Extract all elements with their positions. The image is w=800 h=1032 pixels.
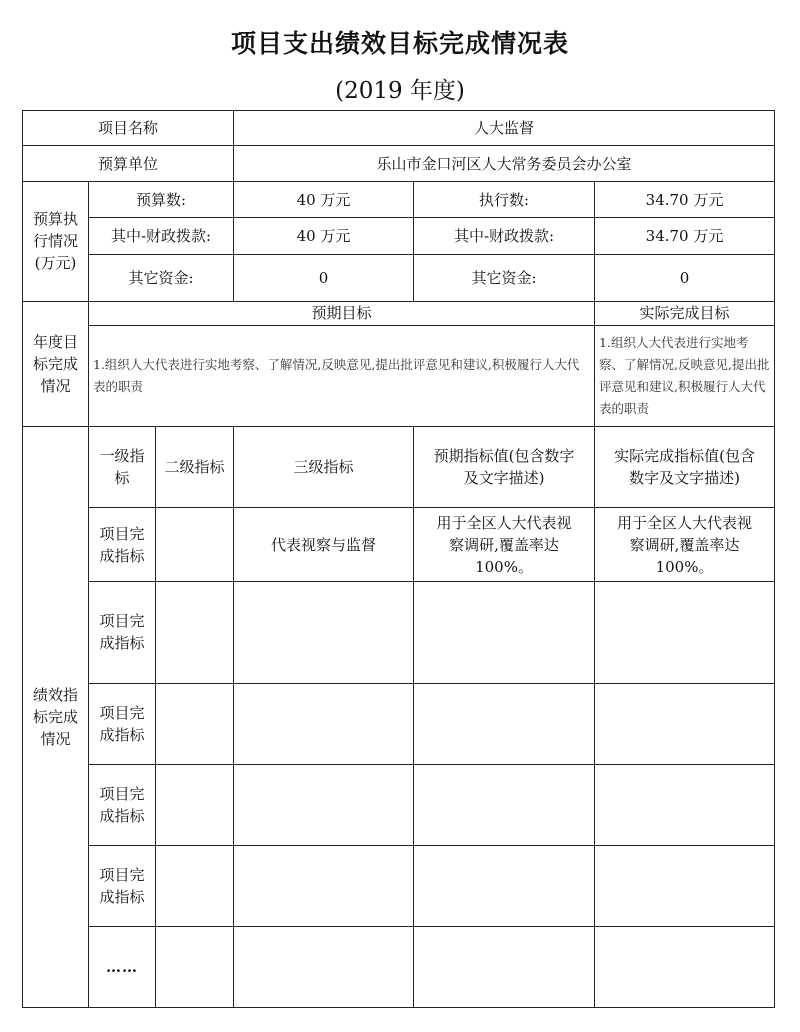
executed-other-value: 0: [595, 254, 775, 301]
indicator-actual: 用于全区人大代表视 察调研,覆盖率达 100%。: [595, 508, 775, 582]
indicator-expected: [414, 845, 595, 926]
indicator-level1: 项目完 成指标: [89, 582, 156, 683]
indicator-level3: [234, 845, 414, 926]
other-funds-row: [23, 254, 775, 301]
budget-unit-value: 乐山市金口河区人大常务委员会办公室: [234, 146, 775, 181]
budget-fiscal-value: 40 万元: [234, 218, 414, 254]
indicator-actual: [595, 926, 775, 1007]
indicator-level3: 代表视察与监督: [234, 508, 414, 582]
actual-value-header: 实际完成指标值(包含 数字及文字描述): [595, 427, 775, 508]
performance-form-table: [22, 110, 775, 1008]
indicator-level1: 项目完 成指标: [89, 845, 156, 926]
page-title: 项目支出绩效目标完成情况表: [230, 29, 569, 58]
expected-goal-text: 1.组织人大代表进行实地考察、了解情况,反映意见,提出批评意见和建议,积极履行人大代表的职责: [89, 325, 595, 426]
executed-fiscal-label: 其中-财政拨款:: [414, 218, 595, 254]
budget-fiscal-label: 其中-财政拨款:: [89, 218, 234, 254]
indicator-level2: [156, 764, 234, 845]
indicator-expected: [414, 926, 595, 1007]
indicator-row: [23, 926, 775, 1007]
indicator-expected: 用于全区人大代表视 察调研,覆盖率达 100%。: [414, 508, 595, 582]
budget-row: [23, 181, 775, 217]
executed-value: 34.70 万元: [595, 181, 775, 217]
budget-unit-label: 预算单位: [23, 146, 234, 181]
executed-fiscal-value: 34.70 万元: [595, 218, 775, 254]
indicator-level2: [156, 845, 234, 926]
indicator-actual: [595, 845, 775, 926]
actual-goal-text: 1.组织人大代表进行实地考察、了解情况,反映意见,提出批评意见和建议,积极履行人大代表的职责: [595, 325, 775, 426]
executed-label: 执行数:: [414, 181, 595, 217]
budget-execution-section-label: 预算执 行情况 (万元): [23, 181, 89, 301]
indicator-level2: [156, 683, 234, 764]
indicator-level3: [234, 683, 414, 764]
indicator-row: [23, 582, 775, 683]
budget-other-value: 0: [234, 254, 414, 301]
indicator-expected: [414, 764, 595, 845]
indicator-header-row: [23, 427, 775, 508]
annual-goal-content-row: [23, 325, 775, 426]
level1-header: 一级指 标: [89, 427, 156, 508]
project-name-label: 项目名称: [23, 111, 234, 146]
annual-goal-header-row: [23, 301, 775, 325]
executed-other-label: 其它资金:: [414, 254, 595, 301]
budget-value: 40 万元: [234, 181, 414, 217]
actual-goal-header: 实际完成目标: [595, 301, 775, 325]
performance-section-label: 绩效指 标完成 情况: [23, 427, 89, 1008]
level3-header: 三级指标: [234, 427, 414, 508]
indicator-level2: [156, 926, 234, 1007]
indicator-level1: 项目完 成指标: [89, 764, 156, 845]
indicator-level2: [156, 508, 234, 582]
fiscal-allocation-row: [23, 218, 775, 254]
indicator-actual: [595, 683, 775, 764]
indicator-level1: 项目完 成指标: [89, 683, 156, 764]
project-name-row: [23, 111, 775, 146]
level2-header: 二级指标: [156, 427, 234, 508]
indicator-ellipsis: ……: [89, 926, 156, 1007]
indicator-level3: [234, 926, 414, 1007]
indicator-row: [23, 683, 775, 764]
indicator-level3: [234, 764, 414, 845]
indicator-actual: [595, 764, 775, 845]
indicator-row: [23, 508, 775, 582]
indicator-level1: 项目完 成指标: [89, 508, 156, 582]
indicator-expected: [414, 582, 595, 683]
page-subtitle: (2019 年度): [335, 78, 465, 104]
budget-label: 预算数:: [89, 181, 234, 217]
project-name-value: 人大监督: [234, 111, 775, 146]
indicator-actual: [595, 582, 775, 683]
indicator-row: [23, 845, 775, 926]
indicator-row: [23, 764, 775, 845]
indicator-expected: [414, 683, 595, 764]
expected-value-header: 预期指标值(包含数字 及文字描述): [414, 427, 595, 508]
indicator-level2: [156, 582, 234, 683]
budget-other-label: 其它资金:: [89, 254, 234, 301]
budget-unit-row: [23, 146, 775, 181]
indicator-level3: [234, 582, 414, 683]
expected-goal-header: 预期目标: [89, 301, 595, 325]
annual-goal-section-label: 年度目 标完成 情况: [23, 301, 89, 427]
